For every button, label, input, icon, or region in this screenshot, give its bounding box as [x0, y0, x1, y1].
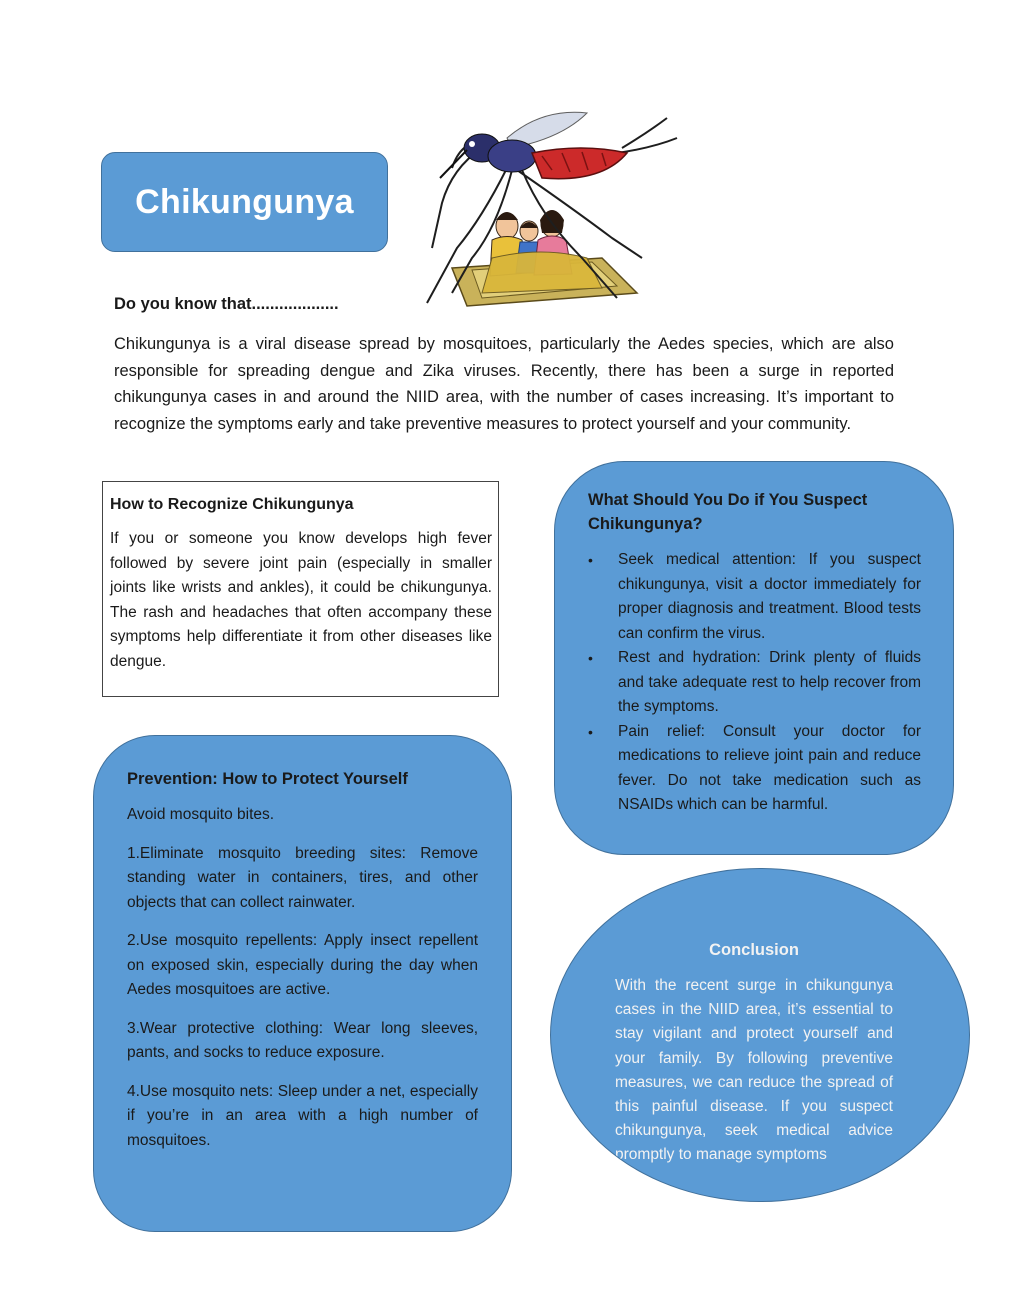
bullet-icon: • — [588, 650, 593, 666]
intro-heading: Do you know that................... — [114, 295, 339, 313]
suspect-heading: What Should You Do if You Suspect Chikungunya? — [588, 491, 868, 533]
bullet-icon: • — [588, 723, 593, 740]
suspect-list — [588, 548, 921, 818]
conclusion-heading: Conclusion — [709, 941, 799, 959]
prevention-paragraph: 4.Use mosquito nets: Sleep under a net, especially if you’re in an area with a high number of mosquitoes. — [127, 1082, 478, 1149]
prevention-paragraph: Avoid mosquito bites. — [127, 806, 275, 823]
prevention-paragraph: 2.Use mosquito repellents: Apply insect repellent on exposed skin, especially during the day when Aedes mosquitoes are active. — [127, 932, 478, 998]
mosquito-over-family-illustration-icon — [412, 108, 687, 308]
prevention-paragraph: 1.Eliminate mosquito breeding sites: Remove standing water in containers, tires, and other objects that can collect rainwater. — [127, 844, 478, 911]
conclusion-ellipse — [550, 868, 970, 1202]
conclusion-body: With the recent surge in chikungunya cases in the NIID area, it’s essential to stay vigilant and protect yourself and your family. By following preventive measures, we can reduce the spread of this painful disease. If you suspect chikungunya, seek medical advice promptly to manage symptoms — [615, 977, 893, 1164]
list-item: • Seek medical attention: If you suspect chikungunya, visit a doctor immediately for proper diagnosis and treatment. Blood tests can confirm the virus. — [588, 548, 921, 646]
prevention-heading: Prevention: How to Protect Yourself — [127, 770, 408, 788]
prevention-box — [93, 735, 512, 1232]
bullet-icon: • — [588, 552, 593, 568]
list-item: • Pain relief: Consult your doctor for medications to relieve joint pain and reduce fever. Do not take medication such as NSAIDs which can be harmful. — [588, 720, 921, 818]
intro-paragraph: Chikungunya is a viral disease spread by mosquitoes, particularly the Aedes species, which are also responsible for spreading dengue and Zika viruses. Recently, there has been a surge in reported chikungunya cases in and around the NIID area, with the number of cases increasing. It’s important to recognize the symptoms early and take preventive measures to protect yourself and your community. — [114, 335, 894, 433]
recognize-heading: How to Recognize Chikungunya — [110, 496, 354, 513]
recognize-body: If you or someone you know develops high fever followed by severe joint pain (especially in smaller joints like wrists and ankles), it could be chikungunya. The rash and headaches that often accompany these symptoms help differentiate it from other diseases like dengue. — [110, 530, 492, 670]
page-title: Chikungunya — [135, 182, 354, 221]
prevention-paragraph: 3.Wear protective clothing: Wear long sleeves, pants, and socks to reduce exposure. — [127, 1019, 478, 1061]
list-item: • Rest and hydration: Drink plenty of fluids and take adequate rest to help recover from the symptoms. — [588, 646, 921, 720]
recognize-box — [102, 481, 499, 697]
title-box — [101, 152, 388, 252]
suspect-box — [554, 461, 954, 855]
